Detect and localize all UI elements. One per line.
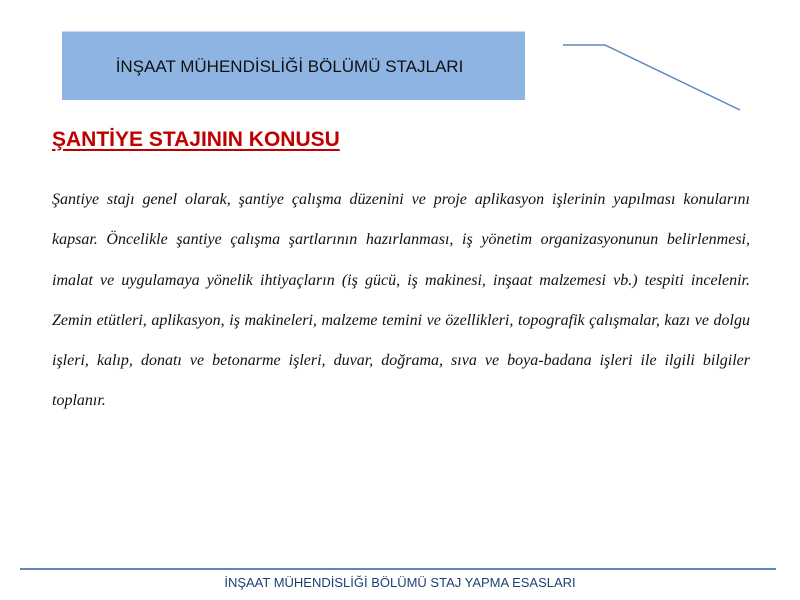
decorative-line	[560, 40, 750, 115]
footer-divider	[20, 568, 776, 570]
decorative-line-path	[563, 45, 740, 110]
body-paragraph: Şantiye stajı genel olarak, şantiye çalışma düzenini ve proje aplikasyon işlerinin yapılması konularını kapsar. Öncelikle şantiye çalışma şartlarının hazırlanması, iş yönetim organizasyonunun belirlenmesi, imalat ve uygulamaya yönelik ihtiyaçların (iş gücü, iş makinesi, inşaat malzemesi vb.) tespiti incelenir. Zemin etütleri, aplikasyon, iş makineleri, malzeme temini ve özellikleri, topografik çalışmalar, kazı ve dolgu işleri, kalıp, donatı ve betonarme işleri, duvar, doğrama, sıva ve boya-badana işleri ile ilgili bilgiler toplanır.	[52, 191, 750, 410]
section-heading: ŞANTİYE STAJININ KONUSU	[52, 128, 340, 151]
page-title: İNŞAAT MÜHENDİSLİĞİ BÖLÜMÜ STAJLARI	[115, 57, 464, 76]
footer-text: İNŞAAT MÜHENDİSLİĞİ BÖLÜMÜ STAJ YAPMA ESASLARI	[224, 575, 576, 590]
title-banner	[62, 31, 525, 100]
